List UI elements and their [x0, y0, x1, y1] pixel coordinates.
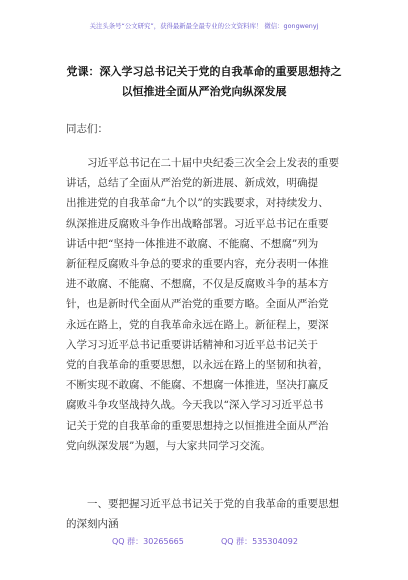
paragraph-line: 永远在路上，党的自我革命永远在路上。新征程上，要深: [66, 318, 329, 331]
paragraph-line: 党向纵深发展”为题，与大家共同学习交流。: [66, 439, 271, 452]
paragraph-line: 讲话中把“坚持一体推进不敢腐、不能腐、不想腐”列为: [66, 237, 319, 250]
paragraph-line: 腐败斗争攻坚战持久战。今天我以“深入学习习近平总书: [66, 399, 324, 412]
footer-qq-group-2: QQ 群：535304092: [221, 537, 298, 546]
paragraph-line: 一、要把握习近平总书记关于党的自我革命的重要思想: [66, 498, 339, 510]
header-promo-note: 关注头条号“公文研究”，获得最新最全最专业的公文资料库！ 微信：gongwenyj: [89, 22, 319, 30]
paragraph-line: 讲话，总结了全面从严治党的新进展、新成效，明确提: [66, 177, 318, 190]
paragraph-line: 不断实现不敢腐、不能腐、不想腐一体推进，坚决打赢反: [66, 379, 329, 392]
title-line-1: 党课：深入学习总书记关于党的自我革命的重要思想持之: [66, 65, 342, 78]
paragraph-line: 记关于党的自我革命的重要思想持之以恒推进全面从严治: [66, 419, 329, 432]
paragraph-line: 进不敢腐、不能腐、不想腐，不仅是反腐败斗争的基本方: [66, 278, 329, 291]
body-paragraph-1: [66, 153, 356, 456]
paragraph-line: 纵深推进反腐败斗争作出战略部署。习近平总书记在重要: [66, 217, 329, 230]
section-heading-1: [66, 494, 356, 534]
paragraph-line: 入学习习近平总书记重要讲话精神和习近平总书记关于: [66, 338, 318, 351]
paragraph-line: 新征程反腐败斗争总的要求的重要内容，充分表明一体推: [66, 258, 329, 271]
paragraph-line: 习近平总书记在二十届中央纪委三次全会上发表的重要: [66, 157, 339, 169]
paragraph-line: 党的自我革命的重要思想，以永远在路上的坚韧和执着，: [66, 359, 329, 372]
paragraph-line: 出推进党的自我革命“九个以”的实践要求，对持续发力、: [66, 197, 329, 210]
title-line-2: 以恒推进全面从严治党向纵深发展: [121, 85, 287, 98]
footer-qq-group-1: QQ 群：30265665: [112, 537, 184, 546]
salutation: 同志们：: [66, 123, 108, 135]
paragraph-line: 的深刻内涵: [66, 518, 119, 531]
paragraph-line: 针，也是新时代全面从严治党的重要方略。全面从严治党: [66, 298, 329, 311]
document-title: [30, 62, 378, 102]
